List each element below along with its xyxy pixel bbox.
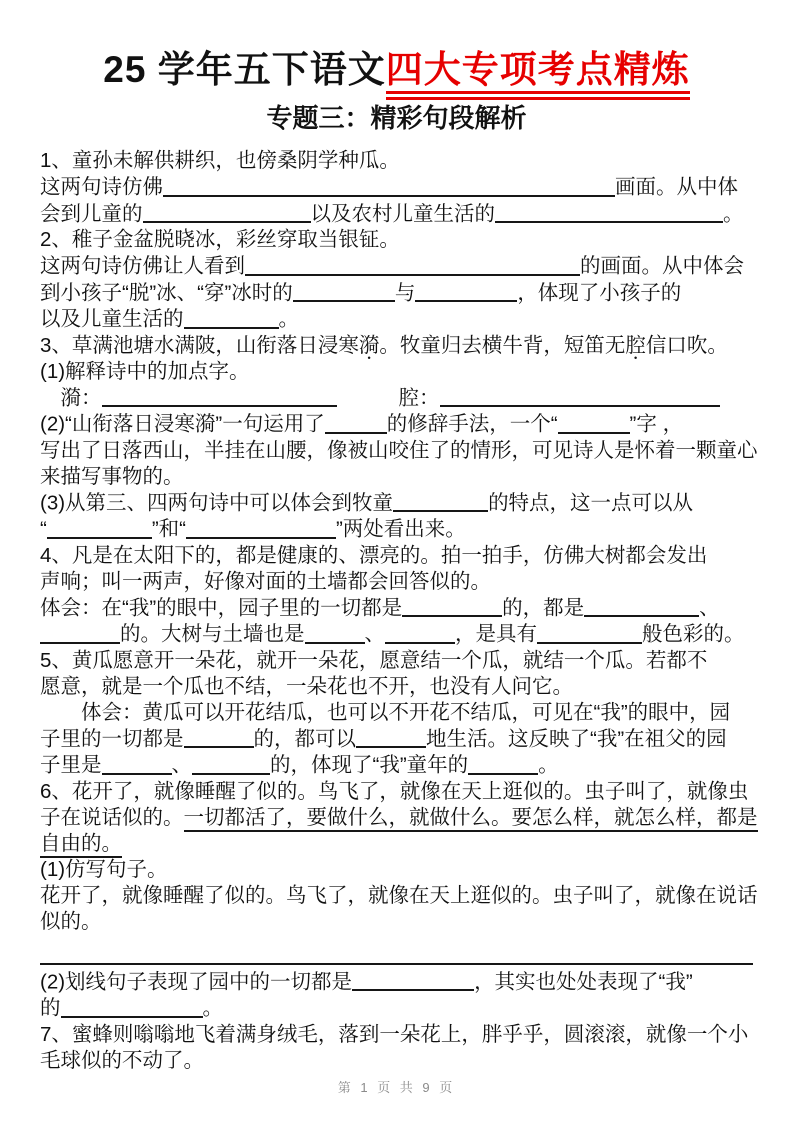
worksheet-line — [40, 857, 753, 883]
underlined-sentence: 一切都活了，要做什么，就做什么。要怎么样，就怎么样，都是 — [184, 806, 758, 832]
worksheet-line — [40, 831, 753, 857]
worksheet-body — [40, 148, 758, 1074]
page-number-indicator: 第 1 页 共 9 页 — [337, 1080, 456, 1095]
text-run: 的画面。从中体会 — [580, 254, 744, 278]
worksheet-line — [40, 333, 753, 359]
answer-blank — [393, 490, 488, 513]
answer-blank — [186, 516, 336, 539]
worksheet-line — [40, 253, 753, 280]
answer-blank — [558, 411, 630, 434]
title-red-part: 四大专项考点精炼 — [386, 49, 690, 100]
worksheet-line — [40, 411, 753, 438]
worksheet-line — [40, 805, 758, 831]
worksheet-line — [40, 674, 753, 700]
text-run: 的，都可以 — [253, 727, 356, 750]
answer-blank — [440, 385, 720, 408]
worksheet-line — [40, 516, 753, 543]
text-run: (1)解释诗中的加点字。 — [40, 359, 250, 383]
text-run: 这两句诗仿佛让人看到 — [40, 254, 245, 278]
text-run: 子里的一切都是 — [40, 727, 184, 750]
text-run: 以及农村儿童生活的 — [310, 202, 495, 225]
text-run: 到小孩子“脱”冰、“穿”冰时的 — [40, 281, 293, 304]
text-run: “ — [40, 517, 47, 541]
text-run: (1)仿写句子。 — [40, 857, 168, 881]
worksheet-line — [40, 438, 758, 464]
worksheet-line — [40, 595, 753, 622]
worksheet-line — [40, 883, 758, 909]
text-run: 花开了，就像睡醒了似的。鸟飞了，就像在天上逛似的。虫子叫了，就像在说话 — [40, 883, 758, 907]
text-run: 。 — [723, 202, 744, 225]
text-run: 画面。从中体 — [615, 175, 738, 199]
text-run: 腔： — [398, 386, 440, 409]
answer-blank — [325, 411, 387, 434]
page-subtitle: 专题三：精彩句段解析 — [266, 103, 527, 133]
text-run: 2、稚子金盆脱晓冰，彩丝穿取当银钲。 — [40, 228, 400, 251]
answer-blank — [163, 174, 615, 197]
text-run: ”和“ — [151, 517, 186, 541]
answer-blank — [192, 752, 270, 775]
answer-blank — [385, 621, 455, 644]
answer-blank — [537, 621, 642, 644]
answer-blank — [184, 306, 279, 329]
worksheet-line — [40, 648, 753, 674]
answer-blank — [61, 995, 203, 1018]
worksheet-line — [40, 909, 753, 935]
answer-blank — [584, 595, 699, 618]
text-run: 愿意，就是一个瓜也不结，一朵花也不开，也没有人问它。 — [40, 674, 573, 698]
text-run: (2)“山衔落日浸寒漪”一句运用了 — [40, 412, 325, 436]
text-run: 7、蜜蜂则嗡嗡地飞着满身绒毛，落到一朵花上，胖乎乎，圆滚滚，就像一个小 — [40, 1022, 749, 1046]
answer-blank — [356, 726, 426, 749]
answer-blank — [305, 621, 365, 644]
worksheet-line — [40, 148, 753, 174]
gap-spacer — [337, 403, 399, 404]
text-run: 5、黄瓜愿意开一朵花，就开一朵花，愿意结一个瓜，就结一个瓜。若都不 — [40, 648, 708, 672]
worksheet-line — [40, 1048, 753, 1074]
worksheet-line — [40, 726, 753, 753]
answer-blank — [102, 385, 337, 408]
text-run: ，其实也处处表现了“我” — [474, 970, 693, 993]
worksheet-line — [40, 543, 753, 569]
worksheet-line — [40, 779, 753, 805]
text-run: 体会：在“我”的眼中，园子里的一切都是 — [40, 596, 403, 619]
answer-blank — [245, 253, 580, 276]
text-run: 子里是 — [40, 753, 102, 777]
answer-blank — [402, 595, 502, 618]
answer-blank — [143, 201, 311, 224]
answer-blank — [352, 969, 474, 992]
answer-blank — [102, 752, 172, 775]
text-run: 来描写事物的。 — [40, 464, 184, 488]
worksheet-line — [40, 306, 753, 333]
text-run: (2)划线句子表现了园中的一切都是 — [40, 970, 353, 993]
page-title — [0, 44, 793, 96]
text-run: ”字 ， — [629, 412, 684, 436]
answer-blank — [415, 280, 517, 303]
text-run: 子在说话似的。 — [40, 805, 184, 829]
text-run: 3、草满池塘水满陂，山衔落日浸寒 — [40, 333, 359, 357]
text-run: 与 — [394, 281, 416, 304]
text-run: (3)从第三、四两句诗中可以体会到牧童 — [40, 491, 394, 514]
text-run: 信口吹。 — [645, 333, 728, 357]
worksheet-line — [40, 1022, 753, 1048]
text-run: ”两处看出来。 — [335, 517, 466, 541]
text-run: 的，都是 — [502, 596, 585, 619]
worksheet-line — [40, 464, 753, 490]
text-run: 的，体现了“我”童年的 — [270, 753, 469, 777]
worksheet-line — [40, 385, 753, 412]
answer-blank — [184, 726, 254, 749]
text-run: 的特点，这一点可以从 — [488, 491, 694, 514]
text-run: ，是具有 — [455, 622, 537, 646]
worksheet-line — [40, 621, 753, 648]
answer-blank — [40, 621, 120, 644]
text-run: 这两句诗仿佛 — [40, 175, 163, 199]
text-run: 漪： — [40, 386, 102, 409]
text-run: 毛球似的不动了。 — [40, 1048, 204, 1072]
text-run: 。 — [202, 996, 223, 1020]
worksheet-line — [40, 700, 753, 726]
text-run: 。 — [538, 753, 559, 777]
worksheet-line — [40, 569, 753, 595]
text-run: 写出了日落西山，半挂在山腰，像被山咬住了的情形，可见诗人是怀着一颗童心 — [40, 438, 758, 462]
title-black-part: 25 学年五下语文 — [103, 49, 386, 90]
text-run: 体会：黄瓜可以开花结瓜，也可以不开花不结瓜，可见在“我”的眼中，园 — [40, 700, 731, 724]
worksheet-line — [40, 359, 753, 385]
emphasized-char: 腔 — [625, 333, 646, 357]
text-run: ，体现了小孩子的 — [517, 281, 682, 304]
worksheet-line — [40, 490, 753, 517]
answer-blank — [293, 280, 395, 303]
text-run: 般色彩的。 — [642, 622, 745, 646]
text-run: 、 — [364, 622, 385, 646]
worksheet-line — [40, 752, 753, 779]
text-run: 以及儿童生活的 — [40, 307, 184, 331]
worksheet-line — [40, 280, 753, 307]
text-run: 。 — [278, 307, 299, 331]
answer-blank — [47, 516, 152, 539]
answer-blank — [495, 201, 723, 224]
worksheet-line — [40, 174, 753, 201]
emphasized-char: 漪 — [358, 333, 380, 357]
text-run: 地生活。这反映了“我”在祖父的园 — [426, 727, 727, 750]
page-header — [0, 0, 793, 136]
text-run: 、 — [171, 753, 192, 777]
text-run: 的 — [40, 996, 61, 1020]
answer-blank — [468, 752, 538, 775]
text-run: 的。大树与土墙也是 — [120, 622, 305, 646]
text-run: 1、童孙未解供耕织，也傍桑阴学种瓜。 — [40, 149, 400, 172]
worksheet-line — [40, 227, 753, 253]
text-run: 。牧童归去横牛背，短笛无 — [379, 333, 626, 357]
text-run: 、 — [699, 596, 720, 619]
text-run: 6、花开了，就像睡醒了似的。鸟飞了，就像在天上逛似的。虫子叫了，就像虫 — [40, 779, 749, 803]
text-run: 4、凡是在太阳下的，都是健康的、漂亮的。拍一拍手，仿佛大树都会发出 — [40, 543, 708, 567]
text-run: 的修辞手法，一个“ — [386, 412, 558, 436]
worksheet-line — [40, 969, 753, 996]
text-run: 声响；叫一两声，好像对面的土墙都会回答似的。 — [40, 569, 491, 593]
worksheet-line — [40, 201, 753, 228]
worksheet-line — [40, 995, 753, 1022]
underlined-sentence: 自由的。 — [40, 832, 122, 858]
text-run: 会到儿童的 — [40, 202, 143, 225]
answer-rule-line — [40, 947, 753, 965]
text-run: 似的。 — [40, 909, 102, 933]
